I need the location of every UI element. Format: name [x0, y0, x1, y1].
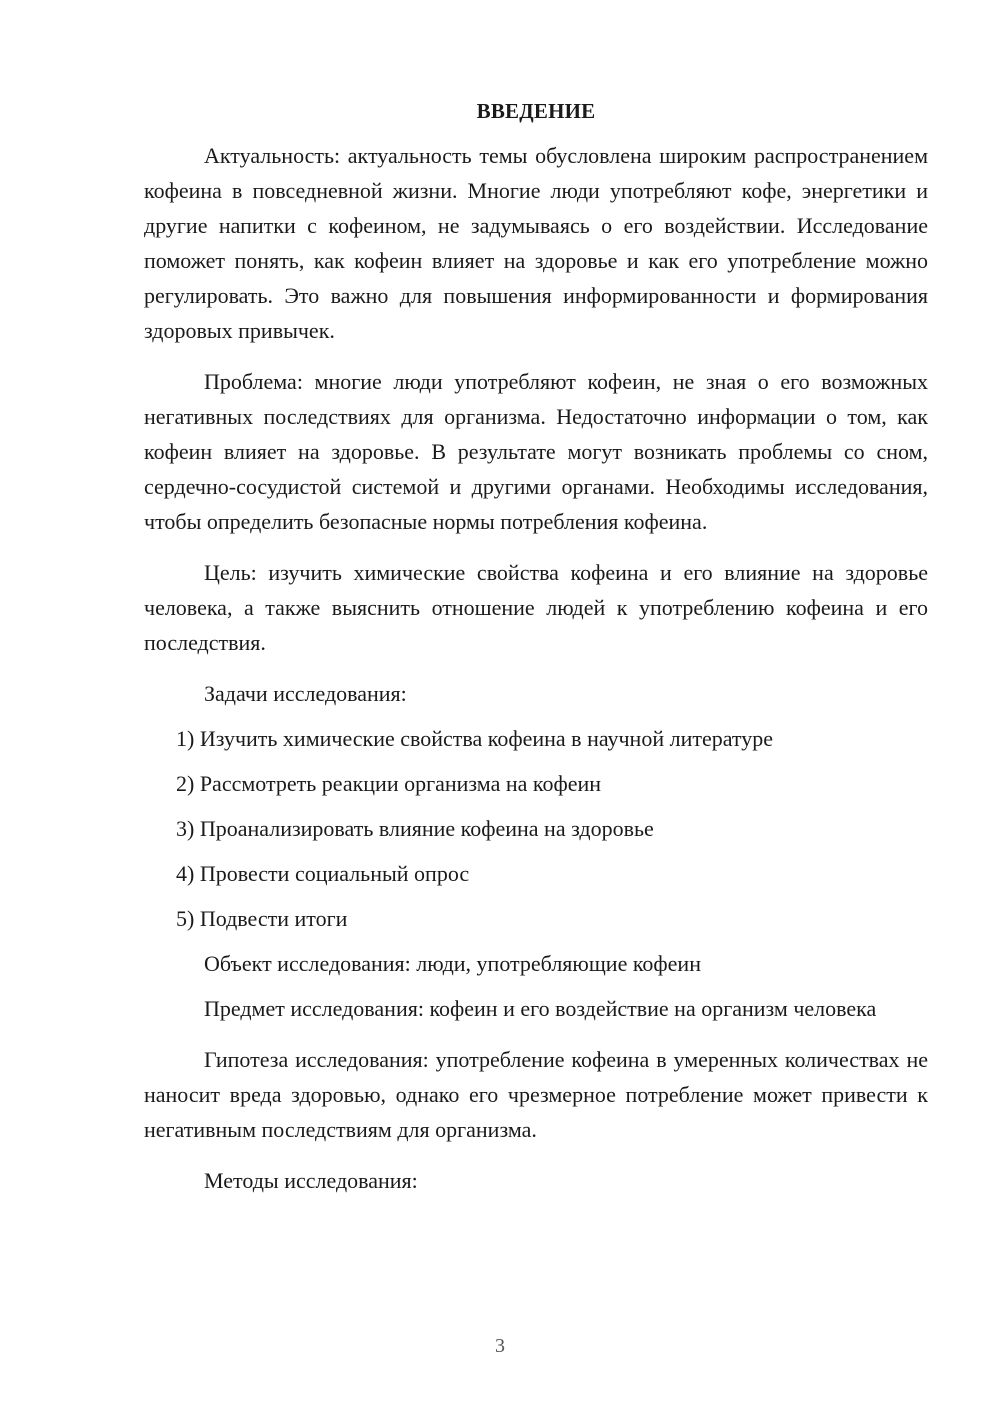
document-page: [144, 96, 928, 1208]
research-hypothesis: Гипотеза исследования: употребление кофеина в умеренных количествах не наносит вреда здоровью, однако его чрезмерное потребление может привести к негативным последствиям для организма.: [144, 1047, 928, 1142]
tasks-heading: Задачи исследования:: [204, 681, 407, 706]
task-item-4: 4) Провести социальный опрос: [176, 861, 470, 886]
page-number: 3: [495, 1335, 505, 1357]
task-item-3: 3) Проанализировать влияние кофеина на здоровье: [176, 816, 654, 841]
task-item-5: 5) Подвести итоги: [176, 906, 348, 931]
research-object: Объект исследования: люди, употребляющие кофеин: [204, 951, 701, 976]
relevance-paragraph: Актуальность: актуальность темы обусловлена широким распространением кофеина в повседневной жизни. Многие люди употребляют кофе, энергетики и другие напитки с кофеином, не задумываясь о его воздействии. Исследование поможет понять, как кофеин влияет на здоровье и как его употребление можно регулировать. Это важно для повышения информированности и формирования здоровых привычек.: [144, 143, 928, 343]
section-heading: ВВЕДЕНИЕ: [476, 99, 596, 123]
task-item-1: 1) Изучить химические свойства кофеина в научной литературе: [176, 726, 774, 751]
methods-heading: Методы исследования:: [204, 1168, 418, 1193]
problem-paragraph: Проблема: многие люди употребляют кофеин, не зная о его возможных негативных последствиях для организма. Недостаточно информации о том, как кофеин влияет на здоровье. В результате могут возникать проблемы со сном, сердечно-сосудистой системой и другими органами. Необходимы исследования, чтобы определить безопасные нормы потребления кофеина.: [144, 369, 928, 534]
task-item-2: 2) Рассмотреть реакции организма на кофеин: [176, 771, 602, 796]
tasks-list: [144, 721, 928, 936]
research-subject: Предмет исследования: кофеин и его воздействие на организм человека: [204, 996, 877, 1021]
goal-paragraph: Цель: изучить химические свойства кофеина и его влияние на здоровье человека, а также выяснить отношение людей к употреблению кофеина и его последствия.: [144, 560, 928, 655]
